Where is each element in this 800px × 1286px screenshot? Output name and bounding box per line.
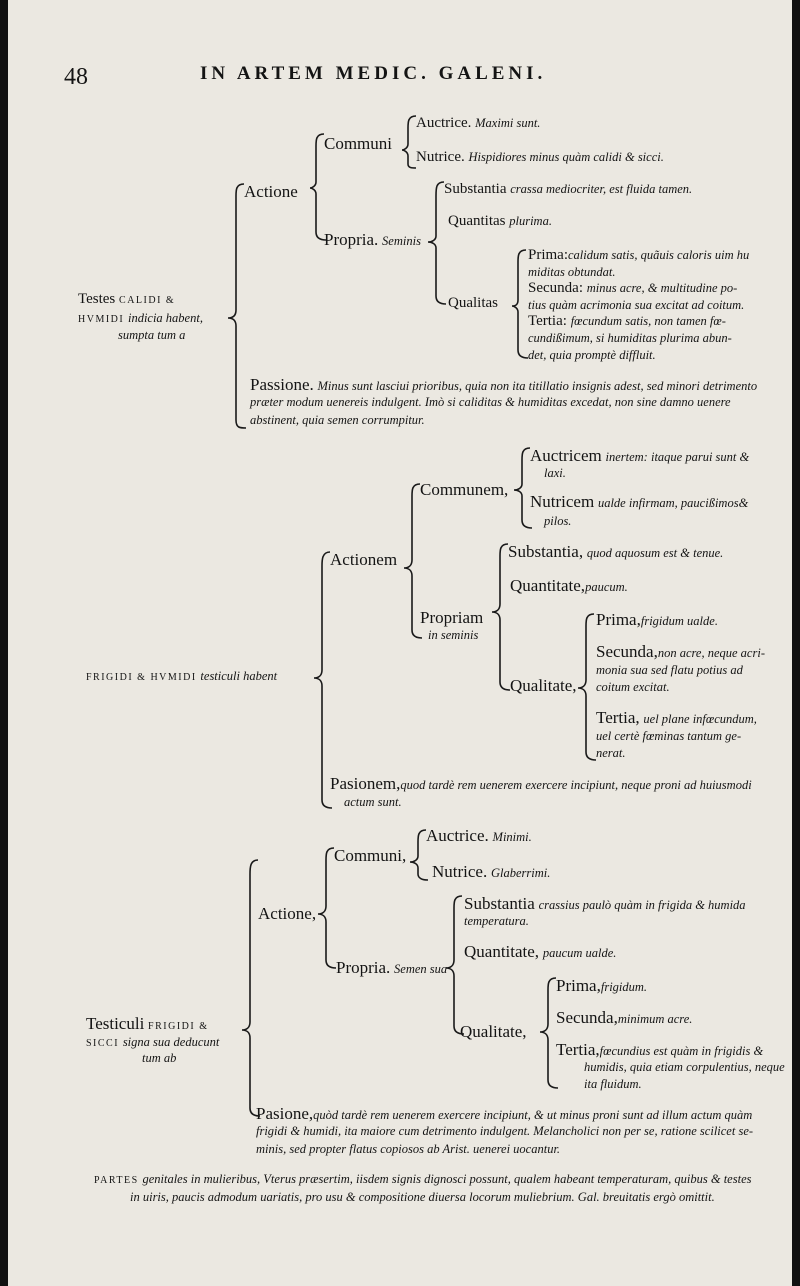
root-note-2: tum ab (142, 1051, 177, 1065)
branch-propria-note: Seminis (382, 234, 421, 248)
leaf-quantitate: Quantitate, (510, 576, 586, 595)
leaf-nutrice-note: Hispidiores minus quàm calidi & sicci. (468, 150, 664, 164)
leaf-prima: Prima, (596, 610, 641, 629)
branch-communi: Communi, (334, 846, 407, 865)
leaf-nutricem-note: ualde infirmam, paucißimos& (597, 496, 749, 510)
leaf-substantia-note: quod aquosum est & tenue. (586, 546, 724, 560)
footer-line: genitales in mulieribus, Vterus præsertim, iisdem signis dignosci possunt, qualem habeant temperaturam, quibus & testes (142, 1172, 752, 1186)
leaf-quantitas-note: plurima. (509, 214, 552, 228)
leaf-qualitate: Qualitate, (460, 1022, 527, 1041)
leaf-secunda: Secunda, (596, 642, 658, 661)
root-note-2: sumpta tum a (118, 328, 186, 342)
leaf-secunda-note: minimum acre. (617, 1012, 693, 1026)
passione-note-2: frigidi & humidi, ita maiore cum detrimento indulgent. Melancholici non per se, ratione scilicet se- (256, 1124, 754, 1138)
leaf-tertia-note: uel plane infœcundum, (643, 712, 757, 726)
leaf-secunda-note: minus acre, & multitudine po- (586, 281, 738, 295)
leaf-nutrice: Nutrice. (416, 149, 465, 165)
leaf-quantitate: Quantitate, (464, 942, 540, 961)
leaf-tertia-note-2: humidis, quia etiam corpulentius, neque (584, 1060, 785, 1074)
footer-lead: PARTES (94, 1175, 139, 1186)
page-edge-left (0, 0, 8, 1286)
leaf-quantitate-note: paucum ualde. (542, 946, 617, 960)
branch-actione: Actione (244, 182, 298, 201)
leaf-quantitate-note: paucum. (585, 580, 628, 594)
root-qualifier: CALIDI & (119, 295, 176, 306)
branch-propria: Propria. (336, 958, 391, 977)
root-note: signa sua deducunt (122, 1035, 220, 1049)
leaf-substantia: Substantia (444, 181, 507, 197)
leaf-auctrice-note: Maximi sunt. (475, 116, 541, 130)
branch-propria: Propria. (324, 230, 379, 249)
leaf-prima-note-2: miditas obtundat. (528, 265, 616, 279)
passione-note-3: abstinent, quia semen corrumpitur. (250, 413, 425, 427)
branch-communem: Communem, (420, 480, 509, 499)
root-qualifier: FRIGIDI & (148, 1021, 209, 1032)
passionem-note: quod tardè rem uenerem exercere incipiunt, neque proni ad huiusmodi (400, 778, 752, 792)
leaf-tertia-note: fœcundum satis, non tamen fœ- (570, 314, 726, 328)
leaf-prima: Prima: (528, 247, 568, 263)
leaf-nutrice: Nutrice. (432, 862, 488, 881)
leaf-substantia: Substantia, (508, 542, 584, 561)
leaf-substantia: Substantia (464, 894, 535, 913)
passione-note: quòd tardè rem uenerem exercere incipiunt, & ut minus proni sunt ad illum actum quàm (313, 1108, 753, 1122)
leaf-tertia-note-3: det, quia promptè diffluit. (528, 348, 656, 362)
branch-passionem: Pasionem, (330, 774, 401, 793)
root-qualifier: FRIGIDI & HVMIDI (86, 672, 197, 683)
leaf-tertia-note-2: uel certè fœminas tantum ge- (596, 729, 742, 743)
page-edge-right (792, 0, 800, 1286)
leaf-secunda-note-2: tius quàm acrimonia sua excitat ad coitum. (528, 298, 745, 312)
leaf-quantitas: Quantitas (448, 213, 506, 229)
leaf-auctrice: Auctrice. (416, 115, 472, 131)
leaf-substantia-note: crassa mediocriter, est fluida tamen. (510, 182, 693, 196)
branch-propriam: Propriam (420, 608, 484, 627)
leaf-nutrice-note: Glaberrimi. (490, 866, 551, 880)
root-note: indicia habent, (127, 311, 203, 325)
leaf-nutricem: Nutricem (530, 492, 595, 511)
leaf-auctrice: Auctrice. (426, 826, 489, 845)
leaf-qualitate: Qualitate, (510, 676, 577, 695)
branch-propriam-note: in seminis (428, 628, 479, 642)
branch-communi: Communi (324, 134, 393, 153)
leaf-secunda: Secunda, (556, 1008, 618, 1027)
branch-passione: Passione. (250, 375, 314, 394)
root-word: Testiculi (86, 1014, 145, 1033)
leaf-prima-note: calidum satis, quãuis caloris uim hu (568, 248, 750, 262)
passione-note-3: minis, sed propter flatus copiosos ab Arist. uenerei uocantur. (256, 1142, 561, 1156)
passione-note: Minus sunt lasciui prioribus, quia non ita titillatio insignis adest, sed minori detrimento (317, 379, 758, 393)
leaf-tertia: Tertia, (596, 708, 640, 727)
leaf-auctrice-note: Minimi. (492, 830, 532, 844)
leaf-substantia-note-2: temperatura. (464, 914, 529, 928)
leaf-auctricem-note: inertem: itaque parui sunt & (605, 450, 750, 464)
root-word: Testes (78, 291, 116, 307)
passione-note-2: præter modum uenereis indulgent. Imò si caliditas & humiditas excedat, non sine damno uenere (250, 395, 731, 409)
leaf-tertia: Tertia, (556, 1040, 600, 1059)
running-title: IN ARTEM MEDIC. GALENI. (200, 63, 547, 84)
leaf-secunda-note-2: monia sua sed flatu potius ad (596, 663, 743, 677)
leaf-tertia-note: fœcundius est quàm in frigidis & (599, 1044, 764, 1058)
leaf-auctricem-note-2: laxi. (544, 466, 566, 480)
page-number: 48 (64, 64, 88, 90)
leaf-secunda-note: non acre, neque acri- (657, 646, 765, 660)
leaf-tertia: Tertia: (528, 313, 567, 329)
branch-passione: Pasione, (256, 1104, 314, 1123)
branch-propria-note: Semen sua (394, 962, 448, 976)
root-note: testiculi habent (200, 669, 278, 683)
leaf-secunda: Secunda: (528, 280, 583, 296)
leaf-substantia-note: crassius paulò quàm in frigida & humida (538, 898, 746, 912)
root-qualifier-2: SICCI (86, 1038, 120, 1049)
leaf-prima-note: frigidum ualde. (640, 614, 718, 628)
leaf-secunda-note-3: coitum excitat. (596, 680, 670, 694)
leaf-tertia-note-3: ita fluidum. (584, 1077, 642, 1091)
leaf-nutricem-note-2: pilos. (544, 514, 572, 528)
leaf-qualitas: Qualitas (448, 295, 498, 311)
leaf-prima-note: frigidum. (600, 980, 648, 994)
leaf-tertia-note-3: nerat. (596, 746, 626, 760)
branch-actionem: Actionem (330, 550, 398, 569)
root-qualifier-2: HVMIDI (78, 314, 125, 325)
leaf-auctricem: Auctricem (530, 446, 602, 465)
passionem-note-2: actum sunt. (344, 795, 402, 809)
leaf-prima: Prima, (556, 976, 601, 995)
leaf-tertia-note-2: cundißimum, si humiditas plurima abun- (528, 331, 732, 345)
footer-line-2: in uiris, paucis admodum uariatis, pro usu & compositione diuersa locorum muliebrium. Gal. breuitatis ergò omittit. (130, 1190, 715, 1204)
branch-actione: Actione, (258, 904, 317, 923)
